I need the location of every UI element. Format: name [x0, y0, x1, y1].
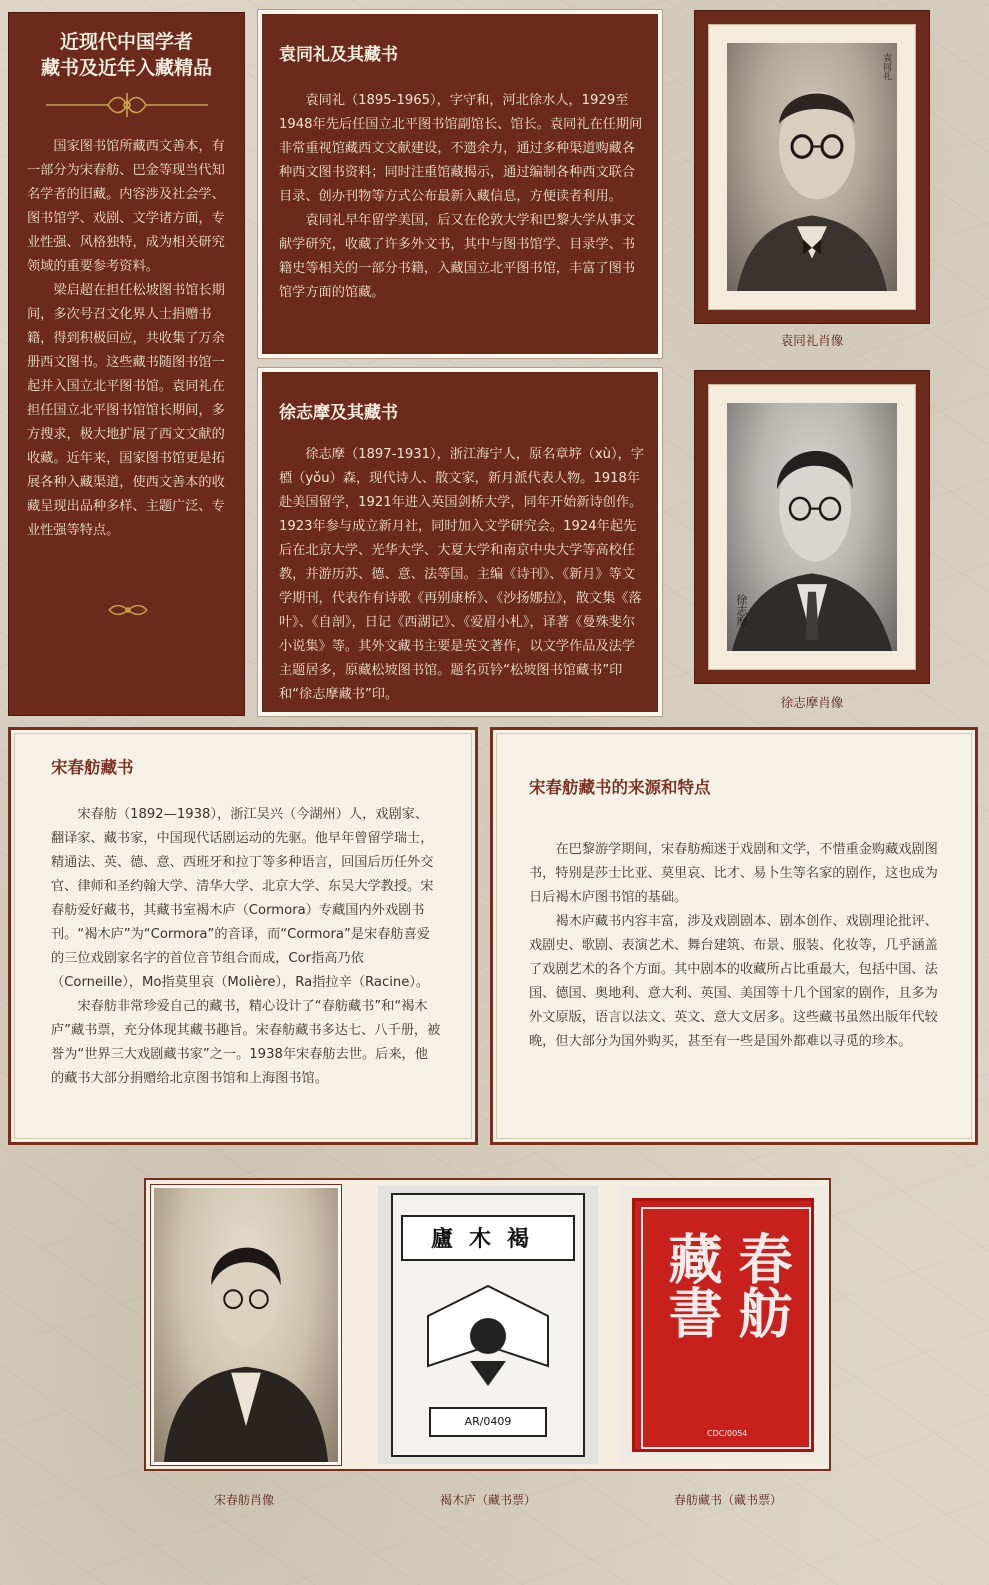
- song-portrait-image: [154, 1188, 338, 1462]
- seal-block: [632, 1198, 814, 1452]
- yuan-paragraph: 袁同礼早年留学美国，后又在伦敦大学和巴黎大学从事文献学研究，收藏了许多外文书，其中与图书馆学、目录学、书籍史等相关的一部分书籍，入藏国立北平图书馆，丰富了图书馆学方面的馆藏。: [279, 213, 636, 300]
- xu-portrait-caption: 徐志摩肖像: [780, 695, 844, 710]
- xu-title: 徐志摩及其藏书: [279, 403, 398, 423]
- song-paragraph: 宋春舫非常珍爱自己的藏书，精心设计了“春舫藏书”和“褐木庐”藏书票，充分体现其藏书趣旨。宋春舫藏书多达七、八千册，被誉为“世界三大戏剧藏书家”之一。1938年宋春舫去世。后来，他的藏书大部分捐赠给北京图书馆和上海图书馆。: [51, 999, 441, 1086]
- yuan-title: 袁同礼及其藏书: [279, 45, 398, 65]
- portrait-silhouette-icon: [727, 403, 897, 651]
- gallery-panel: [144, 1178, 831, 1471]
- yuan-portrait-caption: 袁同礼肖像: [780, 333, 844, 348]
- xu-card: [258, 368, 662, 716]
- yuan-paragraph: 袁同礼（1895-1965），字守和，河北徐水人，1929至1948年先后任国立北平图书馆副馆长、馆长。袁同礼在任期间非常重视馆藏西文文献建设，不遗余力，通过多种渠道购藏各种西文图书资料；同时注重馆藏揭示，通过编制各种西文联合目录、创办刊物等方式公布最新入藏信息，方便读者利用。: [279, 93, 643, 204]
- chunfang-caption: 春舫藏书（藏书票）: [673, 1493, 782, 1507]
- intro-title: [9, 29, 244, 81]
- hemulu-bookplate: [378, 1186, 598, 1464]
- intro-body: [27, 135, 231, 543]
- yuan-card: [258, 10, 662, 358]
- seal-text-left: 藏書: [660, 1231, 724, 1339]
- seal-number: CDC/0054: [707, 1429, 748, 1438]
- yuan-portrait-frame: [694, 10, 930, 324]
- yuan-signature: 袁同礼: [881, 53, 891, 80]
- intro-paragraph: 梁启超在担任松坡图书馆长期间，多次号召文化界人士捐赠书籍，得到积极回应，共收集了万余册西文图书。这些藏书随图书馆一起并入国立北平图书馆。袁同礼在担任国立北平图书馆馆长期间，多方搜求，极大地扩展了西文文献的收藏。近年来，国家图书馆更是拓展各种入藏渠道，使西文善本的收藏呈现出品种多样、主题广泛、专业性强等特点。: [27, 283, 225, 538]
- intro-title-line1: 近现代中国学者: [59, 31, 193, 53]
- xu-body: [279, 443, 644, 707]
- small-ornament-icon: [105, 601, 151, 619]
- hemulu-caption: 褐木庐（藏书票）: [439, 1493, 536, 1507]
- bookplate-heading: 廬木褐: [430, 1226, 545, 1252]
- origin-paragraph: 在巴黎游学期间，宋春舫痴迷于戏剧和文学，不惜重金购藏戏剧图书，特别是莎士比亚、莫里哀、比才、易卜生等名家的剧作，这也成为日后褐木庐图书馆的基础。: [529, 842, 938, 905]
- song-portrait-frame: [150, 1184, 342, 1466]
- xu-signature: 徐志摩: [735, 594, 748, 627]
- xu-paragraph: 徐志摩（1897-1931），浙江海宁人，原名章垿（xù），字槱（yǒu）森，现代诗人、散文家，新月派代表人物。1918年赴美国留学，1921年进入英国剑桥大学，同年开始新诗创作。1923年参与成立新月社，同时加入文学研究会。1924年起先后在北京大学、光华大学、大夏大学和南京中央大学等高校任教，并游历苏、德、意、法等国。主编《诗刊》、《新月》等文学期刊，代表作有诗歌《再别康桥》、《沙扬娜拉》，散文集《落叶》、《自剖》，日记《西湖记》、《爱眉小札》，译著《曼殊斐尔小说集》等。其外文藏书主要是英文著作，以文学作品及法学主题居多，原藏松坡图书馆。题名页钤“松坡图书馆藏书”印和“徐志摩藏书”印。: [279, 447, 644, 702]
- origin-body: [529, 838, 939, 1054]
- origin-section: [490, 727, 978, 1145]
- intro-title-line2: 藏书及近年入藏精品: [40, 57, 212, 79]
- intro-panel: [8, 12, 245, 716]
- xu-portrait-image: [727, 403, 897, 651]
- origin-title: 宋春舫藏书的来源和特点: [529, 778, 711, 797]
- song-body: [51, 803, 441, 1091]
- yuan-body: [279, 89, 644, 305]
- chunfang-seal-bookplate: [620, 1186, 826, 1464]
- portrait-silhouette-icon: [727, 43, 897, 291]
- bookplate-number: AR/0409: [464, 1415, 512, 1428]
- xu-portrait-mat: [708, 384, 916, 670]
- song-title: 宋春舫藏书: [51, 758, 134, 777]
- portrait-silhouette-icon: [154, 1188, 338, 1462]
- intro-paragraph: 国家图书馆所藏西文善本，有一部分为宋春舫、巴金等现当代知名学者的旧藏。内容涉及社会学、图书馆学、戏剧、文学诸方面，专业性强、风格独特，成为相关研究领域的重要参考资料。: [27, 139, 225, 274]
- yuan-portrait-mat: [708, 24, 916, 310]
- ornament-divider-icon: [42, 89, 212, 121]
- yuan-portrait-image: [727, 43, 897, 291]
- origin-paragraph: 褐木庐藏书内容丰富，涉及戏剧剧本、剧本创作、戏剧理论批评、戏剧史、歌剧、表演艺术、舞台建筑、布景、服装、化妆等，几乎涵盖了戏剧艺术的各个方面。其中剧本的收藏所占比重最大，包括中国、法国、德国、奥地利、意大利、英国、美国等十几个国家的剧作，且多为外文原版，语言以法文、英文、意大文居多。这些藏书虽然出版年代较晚，但大部分为国外购买，甚至有一些是国外都难以寻觅的珍本。: [529, 914, 938, 1049]
- song-portrait-caption: 宋春舫肖像: [213, 1493, 274, 1507]
- song-section: [8, 727, 478, 1145]
- seal-text-right: 春舫: [730, 1231, 794, 1339]
- xu-portrait-frame: [694, 370, 930, 684]
- song-paragraph: 宋春舫（1892—1938），浙江吴兴（今湖州）人，戏剧家、翻译家、藏书家，中国现代话剧运动的先驱。他早年曾留学瑞士，精通法、英、德、意、西班牙和拉丁等多种语言，回国后历任外交官、律师和圣约翰大学、清华大学、北京大学、东吴大学教授。宋春舫爱好藏书，其藏书室褐木庐（Cormora）专藏国内外戏剧书刊。“褐木庐”为“Cormora”的音译，而“Cormora”是宋春舫喜爱的三位戏剧家名字的首位音节组合而成，Cor指高乃依（Corneille），Mo指莫里哀（Molière），Ra指拉辛（Racine）。: [51, 807, 434, 990]
